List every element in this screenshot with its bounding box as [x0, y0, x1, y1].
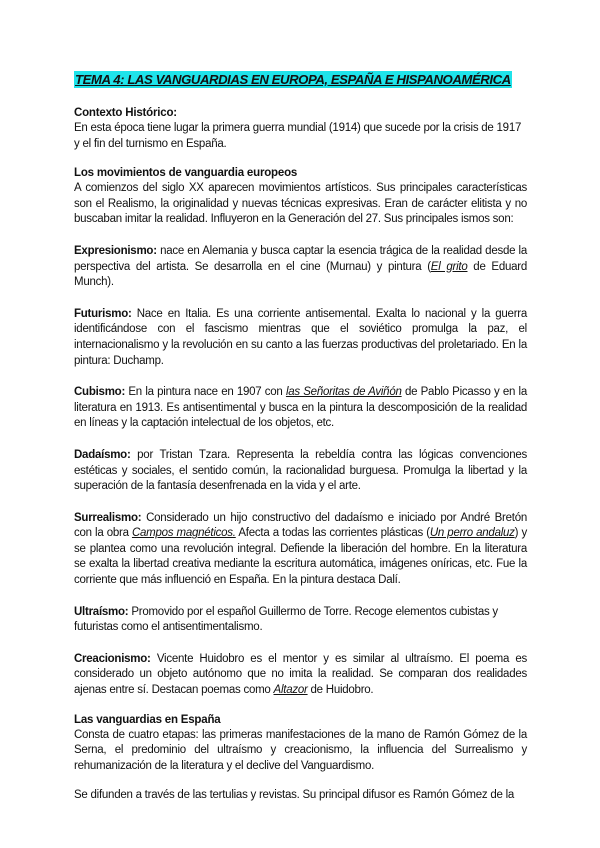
text-futurismo: Nace en Italia. Es una corriente antisemental. Exalta lo nacional y la guerra identificándose con el fascismo mientras que el soviético promulga la paz, el internacionalismo y la revolución en su canto a las fuerzas productivas del proletariado. En la pintura: Duchamp. — [74, 307, 527, 367]
heading-contexto: Contexto Histórico: — [74, 107, 177, 119]
section-movimientos — [74, 166, 527, 228]
text-surrealismo-3: ) y se plantea como una revolución integral. Defiende la liberación del hombre. En la literatura se exalta la libertad creativa mediante la escritura automática, imágenes oníricas, etc. Fue la corriente que más influenció en España. En la pintura destaca Dalí. — [74, 527, 527, 587]
paragraph-espana-difusion: Se difunden a través de las tertulias y revistas. Su principal difusor es Ramón Gómez de la — [74, 789, 515, 802]
term-dadaismo: Dadaísmo: — [74, 448, 131, 461]
paragraph-espana: Consta de cuatro etapas: las primeras manifestaciones de la mano de Ramón Gómez de la Serna, el predominio del ultraísmo y creacionismo, la influencia del Surrealismo y rehumanización de la literatura y el declive del Vanguardismo. — [74, 728, 527, 772]
section-ultraismo — [74, 605, 527, 636]
work-campos-magneticos: Campos magnéticos. — [131, 527, 236, 540]
section-futurismo — [74, 307, 527, 369]
document-body — [74, 106, 527, 820]
section-cubismo — [74, 385, 527, 432]
work-un-perro-andaluz: Un perro andaluz — [429, 527, 515, 540]
work-senoritas-avinon: las Señoritas de Aviñón — [285, 386, 402, 399]
term-creacionismo: Creacionismo: — [74, 652, 151, 665]
section-contexto — [74, 106, 527, 152]
section-espana — [74, 713, 527, 775]
paragraph-cubismo — [74, 385, 527, 432]
text-dadaismo: por Tristan Tzara. Representa la rebeldía contra las lógicas convenciones estéticas y sociales, el sentido común, la racionalidad burguesa. Promulga la libertad y la superación de la fantasía desenfrenada en la vida y el arte. — [74, 448, 527, 493]
text-ultraismo: Promovido por el español Guillermo de Torre. Recoge elementos cubistas y futuristas como el antisentimentalismo. — [74, 605, 498, 634]
heading-espana: Las vanguardias en España — [74, 713, 221, 726]
text-cubismo-1: En la pintura nace en 1907 con — [125, 386, 286, 399]
text-surrealismo-2: Afecta a todas las corrientes plásticas ( — [235, 527, 430, 540]
paragraph-movimientos: A comienzos del siglo XX aparecen movimientos artísticos. Sus principales características son el Realismo, la originalidad y nuevas técnicas expresivas. Eran de carácter elitista y no buscaban imitar la realidad. Influyeron en la Generación del 27. Sus principales ismos son: — [74, 182, 527, 226]
section-creacionismo — [74, 652, 527, 699]
text-expresionismo-2: de Eduard Munch). — [74, 260, 528, 289]
document-title: TEMA 4: LAS VANGUARDIAS EN EUROPA, ESPAÑA E HISPANOAMÉRICA — [75, 72, 511, 87]
work-el-grito: El grito — [430, 260, 468, 273]
term-ultraismo: Ultraísmo: — [74, 605, 129, 618]
term-futurismo: Futurismo: — [74, 307, 132, 320]
heading-movimientos: Los movimientos de vanguardia europeos — [74, 167, 298, 180]
text-creacionismo-1: Vicente Huidobro es el mentor y es similar al ultraísmo. El poema es considerado un objeto autónomo que no imita la realidad. Se comparan dos realidades ajenas entre sí. Destacan poemas como — [74, 652, 527, 697]
section-surrealismo — [74, 511, 527, 589]
paragraph-dadaismo — [74, 448, 527, 495]
term-expresionismo: Expresionismo: — [74, 244, 157, 257]
paragraph-expresionismo — [74, 244, 527, 291]
paragraph-contexto: En esta época tiene lugar la primera guerra mundial (1914) que sucede por la crisis de 1917 y el fin del turnismo en España. — [74, 122, 522, 150]
paragraph-ultraismo — [74, 605, 527, 636]
paragraph-creacionismo — [74, 652, 527, 699]
paragraph-surrealismo — [74, 511, 527, 589]
text-cubismo-2: de Pablo Picasso y en la literatura en 1913. Es antisentimental y busca en la pintura la descomposición de la realidad en líneas y la captación intelectual de los objetos, etc. — [74, 386, 527, 430]
term-surrealismo: Surrealismo: — [74, 511, 142, 524]
title-block — [74, 71, 512, 89]
paragraph-futurismo — [74, 307, 527, 369]
text-surrealismo-1: Considerado un hijo constructivo del dadaísmo e iniciado por André Bretón con la obra — [74, 511, 527, 540]
text-expresionismo-1: nace en Alemania y busca captar la esencia trágica de la realidad desde la perspectiva del artista. Se desarrolla en el cine (Murnau) y pintura ( — [74, 244, 527, 273]
section-expresionismo — [74, 244, 527, 291]
work-altazor: Altazor — [273, 684, 308, 697]
text-creacionismo-2: de Huidobro. — [307, 684, 374, 697]
section-espana-difusion — [74, 788, 527, 804]
section-dadaismo — [74, 448, 527, 495]
term-cubismo: Cubismo: — [74, 386, 126, 399]
